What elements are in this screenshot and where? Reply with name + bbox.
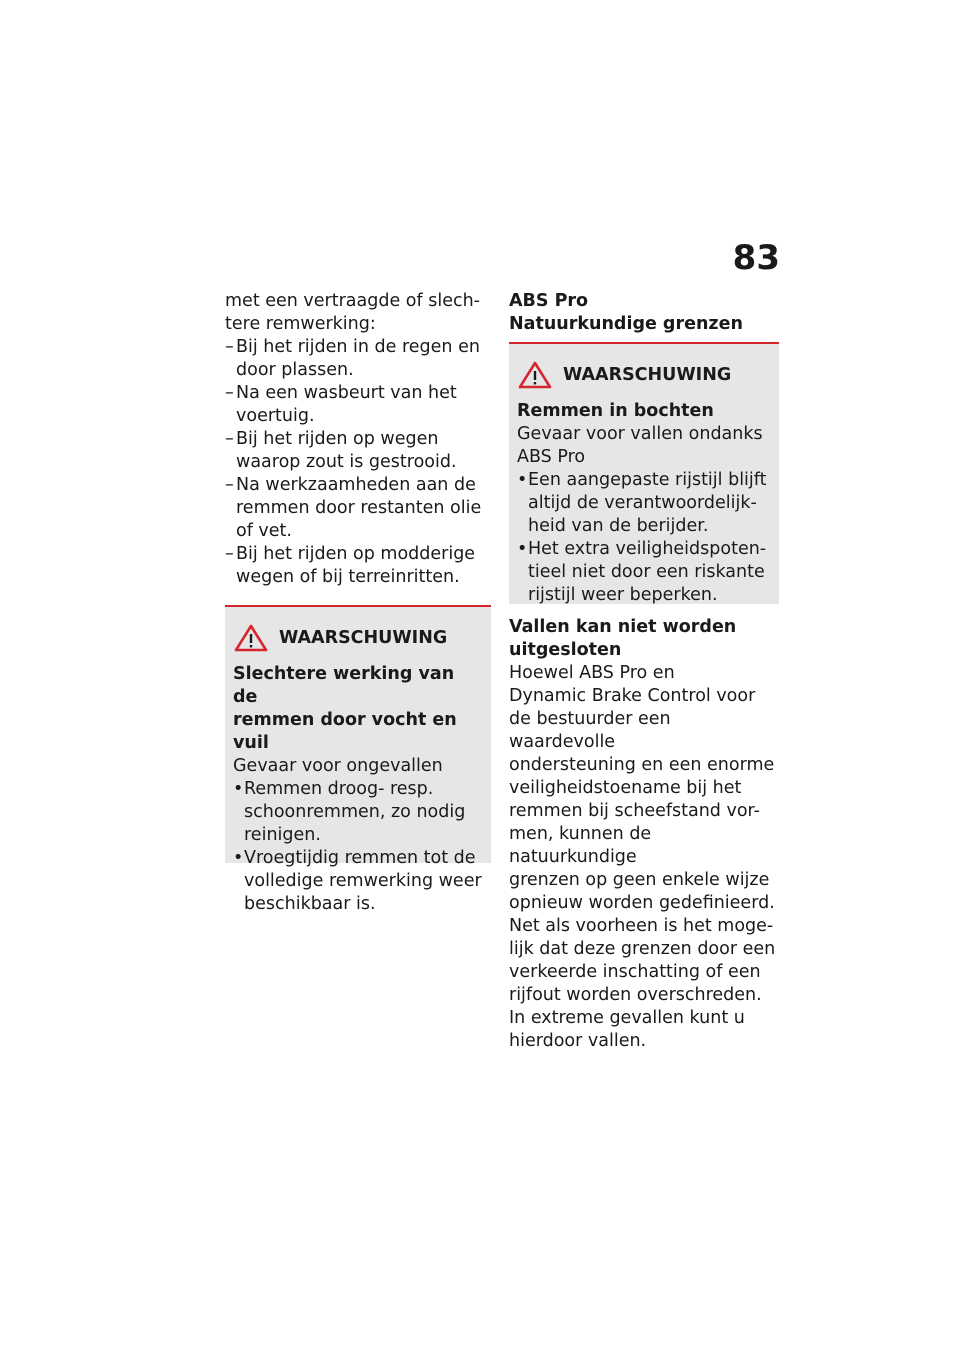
warning-text: Gevaar voor vallen ondanks ABS Pro — [517, 424, 763, 467]
warning-bullets — [233, 778, 483, 916]
list-item: – Bij het rijden op modderige wegen of bij terreinritten. — [225, 543, 491, 589]
warning-triangle-icon — [517, 360, 553, 390]
warning-heading: Slechtere werking van de remmen door vocht en vuil — [233, 664, 457, 753]
list-item: • Remmen droog- resp. schoonremmen, zo nodig reinigen. — [233, 778, 483, 847]
warning-bullets — [517, 469, 771, 607]
subsection-heading: Vallen kan niet worden uitgesloten — [509, 617, 737, 660]
right-column — [509, 290, 779, 1053]
list-item: • Een aangepaste rijstijl blijft altijd de verantwoordelijk- heid van de berijder. — [517, 469, 771, 538]
intro-text: met een vertraagde of slech- tere remwerking: — [225, 291, 480, 334]
conditions-list — [225, 336, 491, 589]
page-number: 83 — [732, 238, 780, 278]
section-heading: ABS Pro Natuurkundige grenzen — [509, 291, 743, 334]
warning-heading: Remmen in bochten — [517, 401, 714, 421]
warning-box — [225, 605, 491, 914]
warning-triangle-icon — [233, 623, 269, 653]
warning-title: WAARSCHUWING — [563, 364, 732, 385]
body-text: Hoewel ABS Pro en Dynamic Brake Control voor de bestuurder een waardevolle ondersteuning en een enorme veiligheidstoename bij het remmen bij scheefstand vor- men, kunnen de natuurkundige grenzen op geen enkele wijze opnieuw worden gedefinieerd. Net als voorheen is het moge- lijk dat deze grenzen door een verkeerde inschatting of een rijfout worden overschreden. In extreme gevallen kunt u hierdoor vallen. — [509, 663, 776, 1051]
list-item: • Vroegtijdig remmen tot de volledige remwerking weer beschikbaar is. — [233, 847, 483, 916]
warning-header — [517, 360, 771, 390]
warning-text: Gevaar voor ongevallen — [233, 756, 443, 776]
list-item: – Bij het rijden in de regen en door plassen. — [225, 336, 491, 382]
warning-header — [233, 623, 483, 653]
list-item: – Bij het rijden op wegen waarop zout is gestrooid. — [225, 428, 491, 474]
list-item: • Het extra veiligheidspoten- tieel niet door een riskante rijstijl weer beperken. — [517, 538, 771, 607]
list-item: – Na een wasbeurt van het voertuig. — [225, 382, 491, 428]
warning-title: WAARSCHUWING — [279, 627, 448, 648]
warning-box — [509, 342, 779, 604]
left-column — [225, 290, 491, 914]
list-item: – Na werkzaamheden aan de remmen door restanten olie of vet. — [225, 474, 491, 543]
